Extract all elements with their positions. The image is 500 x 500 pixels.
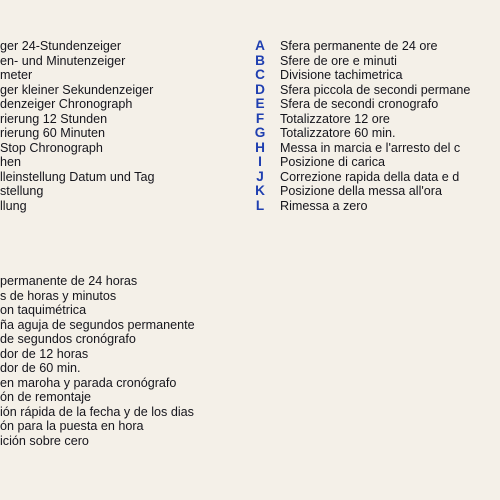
italian-legend-letters — [252, 39, 268, 213]
italian-legend-item: Posizione della messa all'ora — [280, 184, 443, 198]
german-legend-item: stellung — [0, 184, 44, 198]
german-legend-item: ger 24-Stundenzeiger — [0, 39, 122, 53]
italian-legend-item: Totalizzatore 60 min. — [280, 126, 396, 140]
german-legend-item: rierung 60 Minuten — [0, 126, 106, 140]
spanish-legend-item: on taquimétrica — [0, 303, 87, 317]
italian-legend-item: Sfera permanente de 24 ore — [280, 39, 438, 53]
german-legend — [0, 39, 155, 213]
spanish-legend-item: de segundos cronógrafo — [0, 332, 136, 346]
italian-legend-item: Posizione di carica — [280, 155, 385, 169]
german-legend-item: llung — [0, 198, 27, 213]
spanish-legend-item: en maroha y parada cronógrafo — [0, 375, 177, 390]
spanish-legend-item: ón para la puesta en hora — [0, 419, 144, 433]
legend-letter: C — [255, 67, 265, 82]
italian-legend-item: Divisione tachimetrica — [280, 68, 403, 82]
spanish-legend-item: ña aguja de segundos permanente — [0, 317, 195, 332]
spanish-legend-item: dor de 12 horas — [0, 346, 89, 361]
spanish-legend-item: dor de 60 min. — [0, 361, 81, 375]
legend-letter: K — [255, 183, 265, 198]
italian-legend-item: Messa in marcia e l'arresto del c — [280, 140, 461, 155]
spanish-legend-item: ón de remontaje — [0, 390, 92, 404]
legend-letter: G — [254, 125, 266, 140]
legend-letter: L — [255, 197, 265, 213]
italian-legend-item: Sfera de secondi cronografo — [280, 97, 439, 111]
legend-letter: D — [255, 81, 265, 97]
italian-legend-item: Rimessa a zero — [280, 198, 368, 213]
german-legend-item: rierung 12 Stunden — [0, 111, 108, 126]
german-legend-item: hen — [0, 155, 22, 169]
german-legend-item: denzeiger Chronograph — [0, 97, 133, 111]
italian-legend-item: Totalizzatore 12 ore — [280, 111, 390, 126]
german-legend-item: Stop Chronograph — [0, 140, 103, 155]
spanish-legend — [0, 274, 195, 448]
german-legend-item: meter — [0, 68, 33, 82]
legend-letter: J — [256, 168, 264, 184]
spanish-legend-item: ición sobre cero — [0, 433, 89, 448]
italian-legend-item: Correzione rapida della data e d — [280, 169, 460, 184]
legend-letter: E — [255, 96, 265, 111]
legend-letter: F — [255, 110, 265, 126]
legend-letter: A — [255, 38, 265, 53]
italian-legend — [280, 39, 470, 213]
italian-legend-item: Sfera piccola de secondi permane — [280, 82, 471, 97]
german-legend-item: lleinstellung Datum und Tag — [0, 169, 155, 184]
german-legend-item: en- und Minutenzeiger — [0, 53, 126, 68]
legend-letter: H — [255, 139, 265, 155]
spanish-legend-item: s de horas y minutos — [0, 288, 117, 303]
spanish-legend-item: ión rápida de la fecha y de los dias — [0, 404, 194, 419]
legend-letter: I — [258, 154, 262, 169]
spanish-legend-item: permanente de 24 horas — [0, 274, 138, 288]
german-legend-item: ger kleiner Sekundenzeiger — [0, 82, 154, 97]
legend-letter: B — [255, 52, 265, 68]
italian-legend-item: Sfere de ore e minuti — [280, 53, 397, 68]
